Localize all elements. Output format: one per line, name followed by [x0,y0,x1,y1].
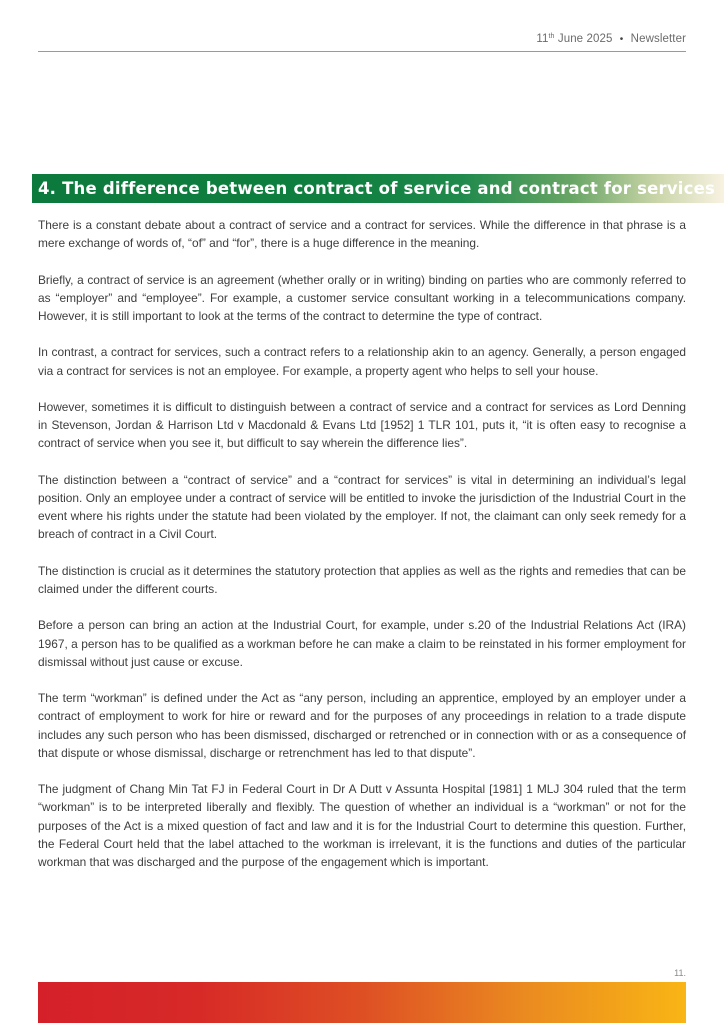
paragraph: The term “workman” is defined under the Act as “any person, including an apprentice, employed by an employer under a contract of employment to work for hire or reward and for the purposes of any proceedings in relation to a trade dispute includes any such person who has been dismissed, discharged or retrenched or in connection with or as a consequence of that dispute or whose dismissal, discharge or retrenchment has led to that dispute”. [38,691,686,760]
date-day: 11 [536,33,549,45]
header-divider [38,51,686,52]
paragraph: The distinction is crucial as it determines the statutory protection that applies as well as the rights and remedies that can be claimed under the different courts. [38,563,686,596]
header-date [536,33,612,45]
paragraph: In contrast, a contract for services, such a contract refers to a relationship akin to an agency. Generally, a person engaged via a contract for services is not an employee. For example, a property agent who helps to sell your house. [38,345,686,378]
page-number: 11. [674,968,686,978]
running-header [536,33,686,45]
paragraph: The judgment of Chang Min Tat FJ in Federal Court in Dr A Dutt v Assunta Hospital [1981] 1 MLJ 304 ruled that the term “workman” is to be interpreted liberally and flexibly. The question of whether an individual is a “workman” or not for the purposes of the Act is a mixed question of fact and law and it is for the Industrial Court to determine this question. Further, the Federal Court held that the label attached to the workman is irrelevant, it is the functions and duties of the particular workman that was discharged and the purpose of the engagement which is important. [38,782,686,869]
paragraph: Briefly, a contract of service is an agreement (whether orally or in writing) binding on parties who are commonly referred to as “employer” and “employee”. For example, a customer service consultant working in a telecommunications company. However, it is still important to look at the terms of the contract to determine the type of contract. [38,272,686,323]
bullet-separator: • [619,34,624,45]
footer-gradient-bar [38,982,686,1023]
paragraph: However, sometimes it is difficult to distinguish between a contract of service and a contract for services as Lord Denning in Stevenson, Jordan & Harrison Ltd v Macdonald & Evans Ltd [1952] 1 TLR 101, puts it, “it is often easy to recognise a contract of service when you see it, but difficult to say wherein the difference lies”. [38,399,686,451]
date-suffix: th [548,33,555,40]
section-banner [32,174,724,203]
article-body [38,216,686,889]
paragraph: There is a constant debate about a contract of service and a contract for services. While the difference in that phrase is a mere exchange of words of, “of” and “for”, there is a huge difference in the meaning. [38,218,686,251]
section-title: 4. The difference between contract of service and contract for services [38,179,716,198]
date-month-year: June 2025 [554,33,613,45]
publication-name: Newsletter [630,33,686,45]
paragraph: The distinction between a “contract of service” and a “contract for services” is vital in determining an individual’s legal position. Only an employee under a contract of service will be entitled to invoke the jurisdiction of the Industrial Court in the event where his rights under the statute had been violated by the employer. If not, the claimant can only seek remedy for a breach of contract in a Civil Court. [38,472,686,542]
paragraph: Before a person can bring an action at the Industrial Court, for example, under s.20 of the Industrial Relations Act (IRA) 1967, a person has to be qualified as a workman before he can make a claim to be reinstated in his former employment for dismissal without just cause or excuse. [38,618,686,669]
